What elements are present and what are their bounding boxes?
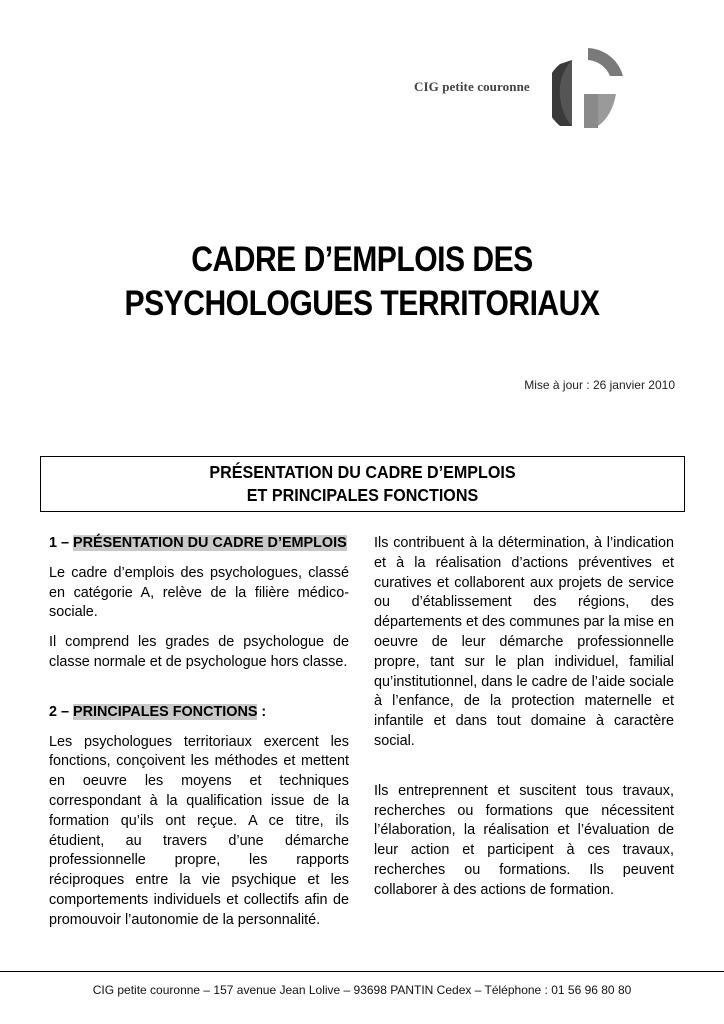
heading-1-number: 1 –	[49, 535, 74, 551]
org-name: CIG petite couronne	[414, 79, 530, 94]
right-column	[374, 534, 674, 911]
footer-divider	[0, 971, 724, 972]
paragraph-presentation: Le cadre d’emplois des psychologues, classé en catégorie A, relève de la filière médico-sociale.	[49, 564, 349, 621]
title-line-2: PSYCHOLOGUES TERRITORIAUX	[124, 284, 600, 323]
section-heading-line-1: PRÉSENTATION DU CADRE D’EMPLOIS	[209, 462, 516, 482]
cig-g-logo-icon	[552, 46, 624, 128]
paragraph-contributions: Ils contribuent à la détermination, à l’indication et à la réalisation d’actions préventives et curatives et collaborent aux projets de service ou d’établissement des régions, des départements et des communes par la mise en oeuvre de leur démarche professionnelle propre, tant sur le plan individuel, familial qu’institutionnel, dans le cadre de l’aide sociale à l’enfance, de la protection maternelle et infantile et dans tout domaine à caractère social.	[374, 535, 674, 749]
paragraph-grades: Il comprend les grades de psychologue de classe normale et de psychologue hors classe.	[49, 634, 349, 670]
section-heading-line-2: ET PRINCIPALES FONCTIONS	[246, 485, 479, 505]
heading-1-label: PRÉSENTATION DU CADRE D’EMPLOIS	[73, 535, 347, 551]
heading-2-suffix: :	[257, 703, 267, 720]
section-heading-box	[40, 456, 685, 512]
heading-2	[49, 703, 349, 723]
heading-2-label: PRINCIPALES FONCTIONS	[73, 703, 258, 720]
paragraph-research: Ils entreprennent et suscitent tous travaux, recherches ou formations que nécessitent l’élaboration, la réalisation et l’évaluation de leur action et participent à ces travaux, recherches ou formations. Ils peuvent collaborer à des actions de formation.	[374, 782, 674, 898]
title-line-1: CADRE D’EMPLOIS DES	[191, 240, 533, 279]
footer-address: CIG petite couronne – 157 avenue Jean Lolive – 93698 PANTIN Cedex – Téléphone : 01 56 96 80 80	[92, 983, 632, 997]
page-title	[51, 238, 674, 326]
left-column	[49, 534, 349, 941]
update-date: Mise à jour : 26 janvier 2010	[524, 378, 675, 392]
paragraph-functions: Les psychologues territoriaux exercent les fonctions, conçoivent les méthodes et mettent en oeuvre les moyens et techniques correspondant à la qualification issue de la formation qu’ils ont reçue. A ce titre, ils étudient, au travers d’une démarche professionnelle propre, les rapports réciproques entre la vie psychique et les comportements individuels et collectifs afin de promouvoir l’autonomie de la personnalité.	[49, 733, 349, 928]
heading-1	[49, 534, 349, 554]
heading-2-number: 2 –	[49, 703, 74, 720]
